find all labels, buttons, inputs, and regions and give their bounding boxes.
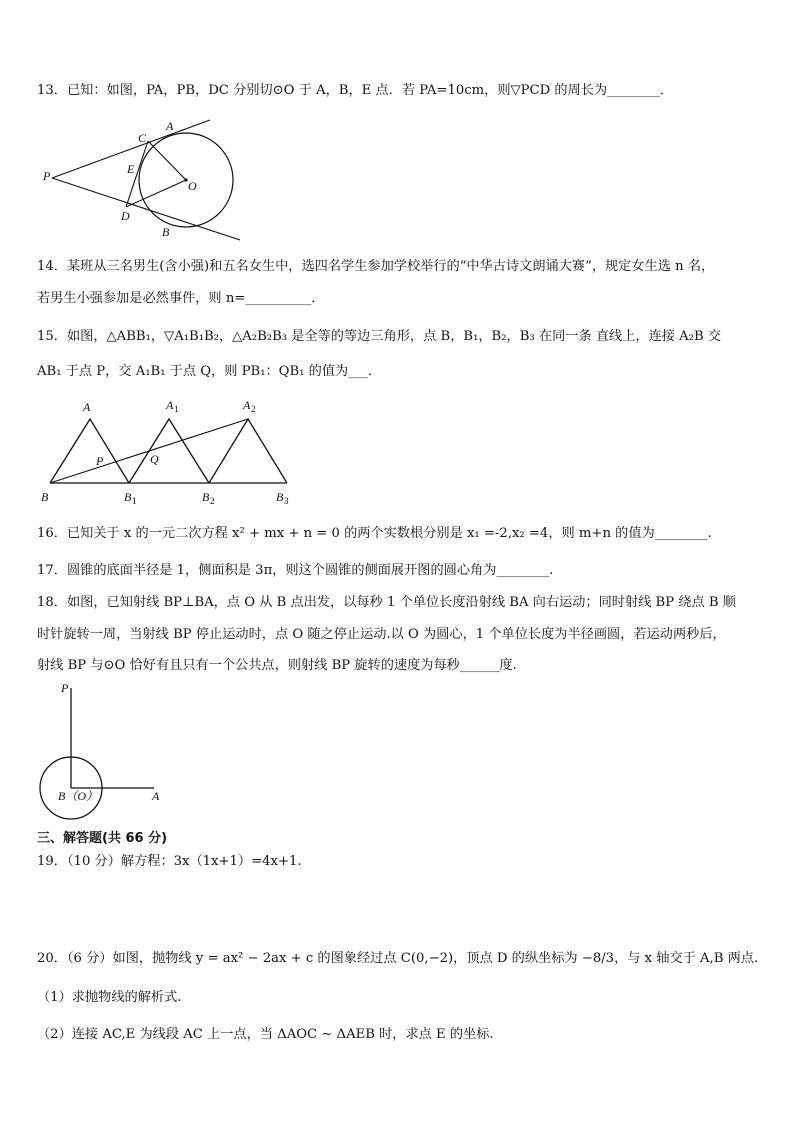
label-p: P bbox=[43, 169, 51, 183]
question-13-text: 13．已知：如图，PA，PB，DC 分别切⊙O 于 A，B，E 点．若 PA=10cm，则▽PCD 的周长为________． bbox=[37, 83, 674, 98]
question-16-text: 16．已知关于 x 的一元二次方程 x² + mx + n = 0 的两个实数根分别是 x₁ =-2,x₂ =4，则 m+n 的值为________. bbox=[37, 526, 712, 541]
question-20-part-2: （2）连接 AC,E 为线段 AC 上一点，当 ΔAOC ∼ ΔAEB 时，求点 E 的坐标. bbox=[37, 1027, 494, 1042]
label-b: B bbox=[41, 490, 49, 504]
figure-q18 bbox=[36, 680, 176, 829]
label-o: O bbox=[188, 179, 197, 193]
question-18-line-2: 时针旋转一周，当射线 BP 停止运动时，点 O 随之停止运动.以 O 为圆心，1 个单位长度为半径画圆，若运动两秒后， bbox=[37, 627, 726, 642]
tangent-pb bbox=[52, 178, 240, 240]
triangle-a1b1b2 bbox=[129, 419, 209, 483]
question-20-line-1: 20．（6 分）如图，抛物线 y = ax² − 2ax + c 的图象经过点 C(0,−2)，顶点 D 的纵坐标为 −8/3，与 x 轴交于 A,B 两点. bbox=[37, 951, 759, 966]
label-e: E bbox=[127, 162, 135, 176]
label-a: A bbox=[152, 789, 160, 803]
label-b: B bbox=[162, 225, 170, 239]
label-p: P bbox=[61, 681, 69, 695]
label-b2: B bbox=[202, 490, 210, 504]
question-14-line-2: 若男生小强参加是必然事件，则 n=__________． bbox=[37, 291, 325, 306]
question-20-part-1: （1）求抛物线的解析式. bbox=[37, 990, 182, 1005]
svg-text:1: 1 bbox=[174, 404, 179, 414]
svg-text:2: 2 bbox=[251, 404, 256, 414]
segment-od bbox=[126, 180, 186, 207]
label-a: A bbox=[166, 119, 174, 133]
label-c: C bbox=[138, 131, 147, 145]
triangle-abb1 bbox=[50, 419, 129, 483]
label-a: A bbox=[83, 400, 91, 414]
question-17-text: 17．圆锥的底面半径是 1，侧面积是 3π，则这个圆锥的侧面展开图的圆心角为________. bbox=[37, 563, 554, 578]
label-q: Q bbox=[150, 452, 159, 466]
label-a2: A bbox=[243, 398, 251, 412]
question-15-line-1: 15．如图，△ABB₁，▽A₁B₁B₂，△A₂B₂B₃ 是全等的等边三角形，点 B，B₁，B₂，B₃ 在同一条 直线上，连接 A₂B 交 bbox=[37, 329, 722, 344]
section-title: 三、解答题(共 66 分) bbox=[37, 831, 168, 846]
question-14-line-1: 14．某班从三名男生(含小强)和五名女生中，选四名学生参加学校举行的“中华古诗文朗诵大赛”，规定女生选 n 名， bbox=[37, 259, 715, 274]
label-d: D bbox=[121, 209, 130, 223]
triangle-a2b2b3 bbox=[209, 419, 287, 483]
figure-q15 bbox=[38, 393, 298, 512]
label-b1: B bbox=[124, 490, 132, 504]
label-b3: B bbox=[276, 490, 284, 504]
question-15-line-2: AB₁ 于点 P，交 A₁B₁ 于点 Q，则 PB₁：QB₁ 的值为___． bbox=[37, 364, 382, 379]
question-18-line-3: 射线 BP 与⊙O 恰好有且只有一个公共点，则射线 BP 旋转的速度为每秒______度. bbox=[37, 658, 517, 673]
label-b-o: B（O） bbox=[58, 789, 98, 803]
svg-text:1: 1 bbox=[132, 496, 137, 506]
label-a1: A bbox=[166, 398, 174, 412]
svg-text:2: 2 bbox=[210, 496, 215, 506]
figure-q13 bbox=[40, 110, 280, 254]
question-19-text: 19．（10 分）解方程：3x（1x+1）=4x+1. bbox=[37, 854, 302, 869]
segment-oa bbox=[148, 141, 186, 180]
label-p: P bbox=[96, 454, 104, 468]
question-18-line-1: 18．如图，已知射线 BP⊥BA，点 O 从 B 点出发，以每秒 1 个单位长度沿射线 BA 向右运动；同时射线 BP 绕点 B 顺 bbox=[37, 595, 736, 610]
svg-text:3: 3 bbox=[284, 496, 289, 506]
segment-a2b bbox=[50, 419, 248, 483]
